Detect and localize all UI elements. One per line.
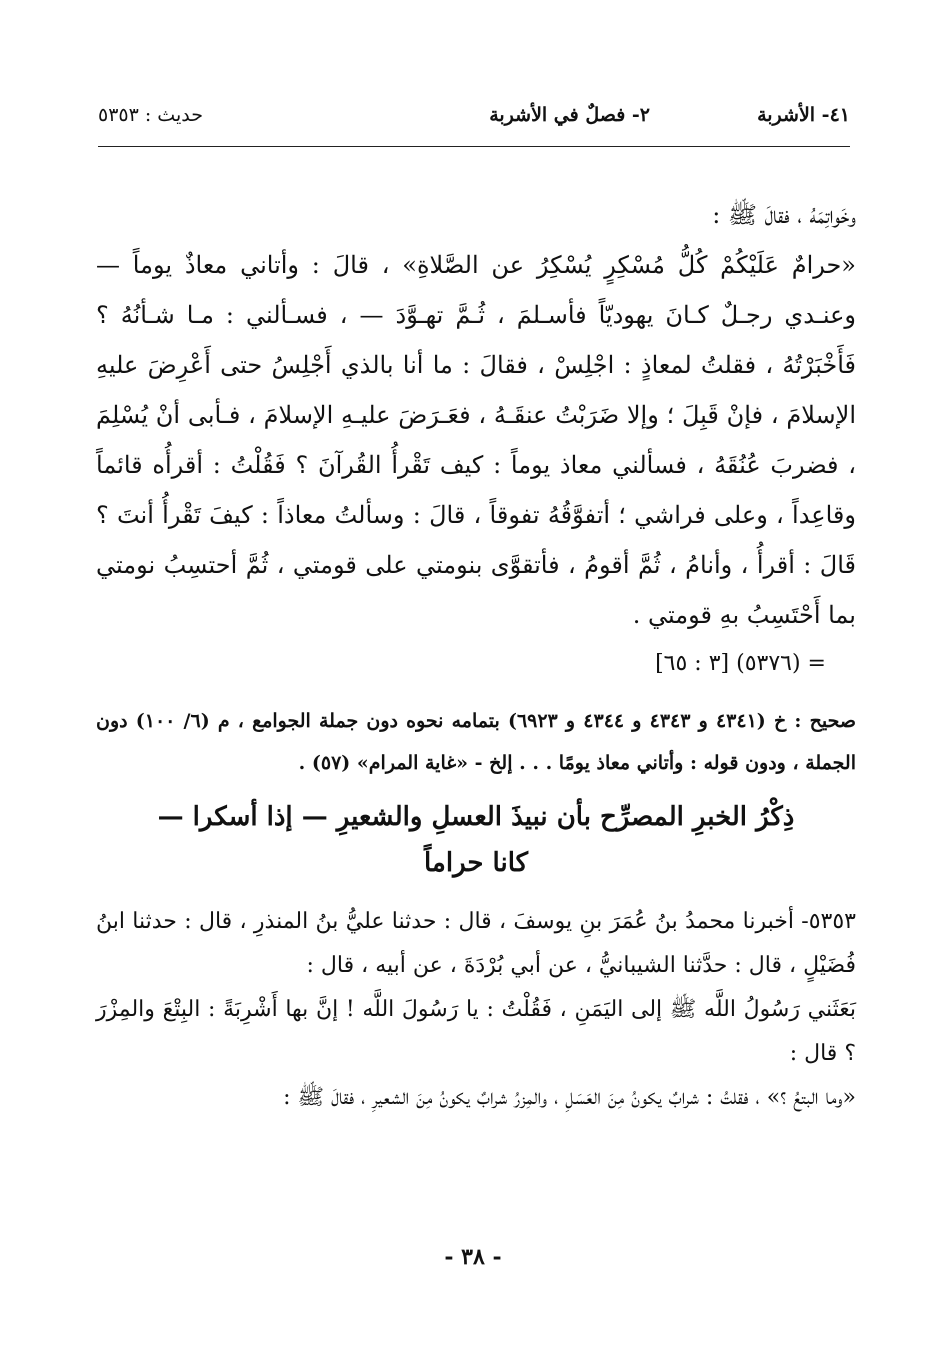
matn-paragraph: بَعَثَني رَسُولُ اللَّه ﷺ إلى اليَمَنِ ، فَقُلْتُ : يا رَسُولَ اللَّه ! إنَّ بها أَشْرِبَةً : البِتْعَ والمِزْرَ ؟ قال : (96, 997, 856, 1066)
book-title: ٤١- الأشربة (757, 104, 850, 126)
matn-paragraph: «وما البتعُ ؟» ، فقلتُ : شرابٌ يكونُ مِنَ العَسَلِ ، والمِزرُ شرابٌ يكونُ مِنَ الشعيرِ ، فقالَ ﷺ : (283, 1085, 856, 1110)
text-paragraph: «حرامٌ عَلَيْكُمْ كُلُّ مُسْكِرٍ يُسْكِرُ عن الصَّلاةِ» ، قالَ : وأتاني معاذٌ يوماً — وعنـدي رجـلٌ كـانَ يهوديّاً فأسـلمَ ، ثُـمَّ تهـوَّدَ — ، فسـألني : مـا شـأنُهُ ؟ فَأَخْبَرْتُهُ ، فقلتُ لمعاذٍ : اجْلِسْ ، فقالَ : ما أنا بالذي أَجْلِسُ حتى أَعْرِضَ عليهِ الإسلامَ ، فإنْ قَبِلَ ؛ وإلا ضَرَبْتُ عنقَـهُ ، فعَـرَضَ عليـهِ الإسلامَ ، فـأبى أنْ يُسْلِمَ ، فضربَ عُنُقَهُ ، فسألني معاذ يوماً : كيف تَقْرأُ القُرآنَ ؟ فَقُلْتُ : أقرأُه قائماً وقاعِداً ، وعلى فراشي ؛ أتفوَّقُهُ تفوقاً ، قالَ : وسألتُ معاذاً : كيفَ تَقْرأُ أنتَ ؟ قَالَ : أقرأُ ، وأنامُ ، ثُمَّ أقومُ ، فأتقوَّى بنومتي على قومتي ، ثُمَّ أحتسِبُ نومتي بما أَحْتَسِبُ بهِ قومتي . (96, 251, 856, 629)
hadith-number: حديث : ٥٣٥٣ (98, 104, 203, 126)
cross-reference: = (٥٣٧٦) [٣ : ٦٥] (655, 651, 826, 676)
isnad-paragraph: ٥٣٥٣- أخبرنا محمدُ بنُ عُمَرَ بنِ يوسفَ ، قال : حدثنا عليُّ بنُ المنذرِ ، قال : حدثنا ابنُ فُضَيْلٍ ، قال : حدَّثنا الشيبانيُّ ، عن أبي بُرْدَةَ ، عن أبيه ، قال : (96, 909, 856, 978)
page-number: - ٣٨ - (444, 1244, 502, 1270)
page-body (96, 190, 856, 1120)
header-rule (98, 146, 850, 147)
chapter-heading: ذِكْرُ الخبرِ المصرِّح بأن نبيذَ العسلِ والشعيرِ — إذا أسكرا — كانا حراماً (157, 802, 795, 878)
running-header (98, 104, 850, 138)
section-title: ٢- فصلٌ في الأشربة (489, 104, 650, 126)
text-paragraph: وخَواتِمَهُ ، فقالَ ﷺ : (712, 201, 856, 229)
grading-note: صحيح : خ (٤٣٤١ و ٤٣٤٣ و ٤٣٤٤ و ٦٩٢٣) بتمامه نحوه دون جملة الجوامع ، م (٦/ ١٠٠) دون الجملة ، ودون قوله : وأتاني معاذ يومًا . . . إلخ - «غاية المرام» (٥٧) . (96, 710, 856, 774)
